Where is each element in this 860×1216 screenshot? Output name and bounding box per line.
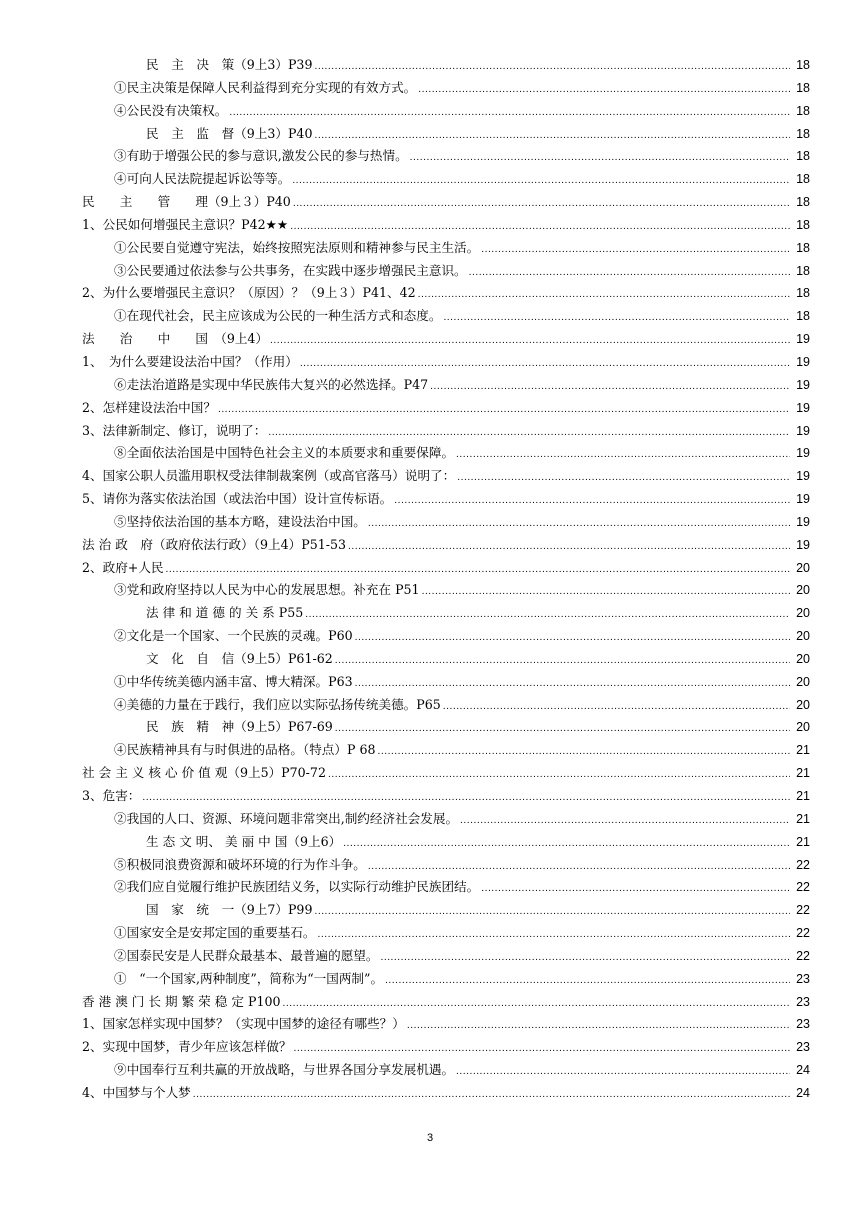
toc-leader-dots <box>410 153 790 163</box>
toc-entry-title: 民 主 管 理（9上３）P40 <box>82 194 291 210</box>
toc-entry[interactable] <box>82 739 810 762</box>
toc-entry-page: 22 <box>796 857 810 872</box>
toc-entry-title: ①中华传统美德内涵丰富、博大精深。P63 <box>114 673 353 689</box>
toc-entry-title: 2、政府+人民 <box>82 559 164 575</box>
toc-leader-dots <box>343 839 790 849</box>
toc-entry-page: 19 <box>796 469 810 484</box>
toc-entry[interactable] <box>82 854 810 877</box>
toc-entry[interactable] <box>82 1013 810 1036</box>
toc-entry[interactable] <box>82 648 810 671</box>
toc-entry-page: 21 <box>796 789 810 803</box>
toc-entry-title: 民 族 精 神（9上5）P67-69 <box>146 719 333 735</box>
toc-entry-title: 社 会 主 义 核 心 价 值 观（9上5）P70-72 <box>82 765 326 781</box>
toc-entry-page: 18 <box>796 195 810 210</box>
toc-leader-dots <box>443 313 790 323</box>
toc-entry-page: 18 <box>796 240 810 255</box>
toc-leader-dots <box>469 268 790 278</box>
toc-leader-dots <box>460 816 790 826</box>
toc-entry-page: 19 <box>796 537 810 552</box>
toc-leader-dots <box>305 610 790 620</box>
toc-entry-title: ①民主决策是保障人民利益得到充分实现的有效方式。 <box>114 79 417 95</box>
toc-leader-dots <box>335 724 790 734</box>
toc-entry[interactable] <box>82 579 810 602</box>
table-of-contents <box>82 54 810 1105</box>
toc-entry-page: 19 <box>796 400 810 415</box>
toc-entry[interactable] <box>82 991 810 1014</box>
toc-entry[interactable] <box>82 191 810 214</box>
toc-entry-page: 19 <box>796 514 810 529</box>
toc-entry-page: 20 <box>796 720 810 735</box>
toc-entry[interactable] <box>82 534 810 557</box>
toc-leader-dots <box>368 519 790 529</box>
toc-entry-title: 国 家 统 一（9上7）P99 <box>146 902 313 918</box>
toc-leader-dots <box>407 1021 790 1031</box>
toc-leader-dots <box>166 565 790 575</box>
toc-entry[interactable] <box>82 1082 810 1105</box>
toc-leader-dots <box>292 176 790 186</box>
toc-leader-dots <box>422 587 790 597</box>
toc-entry-page: 20 <box>796 560 810 575</box>
toc-entry[interactable] <box>82 511 810 534</box>
toc-entry-page: 19 <box>796 377 810 392</box>
toc-entry[interactable] <box>82 808 810 831</box>
toc-leader-dots <box>355 633 790 643</box>
toc-entry-title: 2、为什么要增强民主意识？（原因）？（9上３）P41、42 <box>82 285 416 301</box>
toc-entry-title: ③有助于增强公民的参与意识,激发公民的参与热情。 <box>114 148 408 164</box>
toc-entry-page: 18 <box>796 58 810 72</box>
toc-entry[interactable] <box>82 374 810 397</box>
toc-entry[interactable] <box>82 922 810 945</box>
toc-entry[interactable] <box>82 305 810 328</box>
toc-entry-title: 生 态 文 明、 美 丽 中 国（9上6） <box>146 833 342 849</box>
toc-entry-page: 23 <box>796 1040 810 1055</box>
toc-entry[interactable] <box>82 100 810 123</box>
toc-entry-title: ②国泰民安是人民群众最基本、最普遍的愿望。 <box>114 947 379 963</box>
toc-leader-dots <box>193 1090 790 1100</box>
toc-leader-dots <box>270 336 790 346</box>
toc-entry[interactable] <box>82 716 810 739</box>
toc-leader-dots <box>335 656 790 666</box>
toc-leader-dots <box>481 245 790 255</box>
toc-leader-dots <box>348 542 790 552</box>
toc-entry-title: ① “一个国家,两种制度”，简称为“一国两制”。 <box>114 970 384 986</box>
toc-entry[interactable] <box>82 442 810 465</box>
toc-leader-dots <box>314 907 790 917</box>
toc-entry-title: 4、中国梦与个人梦 <box>82 1084 191 1100</box>
toc-entry[interactable] <box>82 145 810 168</box>
toc-leader-dots <box>377 747 790 757</box>
toc-leader-dots <box>385 976 790 986</box>
toc-entry-page: 19 <box>796 446 810 461</box>
toc-entry-title: ③党和政府坚持以人民为中心的发展思想。补充在 P51 <box>114 582 420 598</box>
toc-entry-title: 民 主 决 策（9上3）P39 <box>146 57 313 72</box>
toc-leader-dots <box>314 131 790 141</box>
toc-entry-title: 1、 为什么要建设法治中国？（作用） <box>82 353 298 369</box>
toc-leader-dots <box>282 999 790 1009</box>
toc-leader-dots <box>418 290 790 300</box>
toc-entry[interactable] <box>82 214 810 237</box>
toc-entry[interactable] <box>82 465 810 488</box>
toc-entry[interactable] <box>82 945 810 968</box>
toc-entry[interactable] <box>82 168 810 191</box>
toc-entry-title: ⑤坚持依法治国的基本方略，建设法治中国。 <box>114 513 366 529</box>
toc-leader-dots <box>481 884 790 894</box>
toc-entry[interactable] <box>82 123 810 146</box>
toc-entry-title: ④民族精神具有与时俱进的品格。（特点）P 68 <box>114 742 376 758</box>
toc-entry-page: 18 <box>796 309 810 324</box>
toc-entry-page: 20 <box>796 697 810 712</box>
toc-entry-page: 20 <box>796 629 810 644</box>
toc-entry-title: 民 主 监 督（9上3）P40 <box>146 125 313 141</box>
toc-entry-page: 22 <box>796 903 810 918</box>
toc-leader-dots <box>268 428 790 438</box>
toc-entry[interactable] <box>82 694 810 717</box>
toc-entry[interactable] <box>82 968 810 991</box>
page-number: 3 <box>426 1132 434 1144</box>
toc-entry-title: ④美德的力量在于践行，我们应以实际弘扬传统美德。P65 <box>114 696 441 712</box>
toc-entry-title: 4、国家公职人员滥用职权受法律制裁案例（或高官落马）说明了： <box>82 468 456 484</box>
toc-entry-page: 24 <box>796 1063 810 1078</box>
toc-entry[interactable] <box>82 488 810 511</box>
toc-entry[interactable] <box>82 899 810 922</box>
toc-leader-dots <box>394 496 790 506</box>
toc-entry-title: ①在现代社会，民主应该成为公民的一种生活方式和态度。 <box>114 308 442 324</box>
toc-entry-title: ①国家安全是安邦定国的重要基石。 <box>114 925 316 941</box>
toc-entry-title: ②我国的人口、资源、环境问题非常突出,制约经济社会发展。 <box>114 810 459 826</box>
toc-entry[interactable] <box>82 557 810 580</box>
toc-entry-page: 18 <box>796 126 810 141</box>
toc-entry[interactable] <box>82 420 810 443</box>
toc-entry-page: 20 <box>796 606 810 621</box>
toc-entry-title: 2、怎样建设法治中国？ <box>82 399 216 415</box>
toc-entry-title: ⑤积极同浪费资源和破坏环境的行为作斗争。 <box>114 856 366 872</box>
toc-entry-title: 1、国家怎样实现中国梦？（实现中国梦的途径有哪些？） <box>82 1016 405 1032</box>
toc-entry[interactable] <box>82 397 810 420</box>
toc-entry-page: 21 <box>796 766 810 781</box>
toc-entry[interactable] <box>82 328 810 351</box>
toc-leader-dots <box>430 382 790 392</box>
toc-entry-page: 19 <box>796 332 810 347</box>
toc-entry-page: 22 <box>796 926 810 941</box>
toc-entry-title: 3、危害： <box>82 788 141 803</box>
toc-entry-title: ⑧全面依法治国是中国特色社会主义的本质要求和重要保障。 <box>114 445 455 461</box>
toc-entry-title: ④可向人民法院提起诉讼等等。 <box>114 171 291 187</box>
toc-entry-title: 1、公民如何增强民主意识？P42★★ <box>82 216 289 232</box>
toc-entry-page: 20 <box>796 674 810 689</box>
toc-entry-page: 18 <box>796 149 810 164</box>
toc-entry-page: 23 <box>796 1017 810 1032</box>
toc-entry-page: 19 <box>796 423 810 438</box>
toc-leader-dots <box>294 1044 790 1054</box>
toc-entry-title: 香 港 澳 门 长 期 繁 荣 稳 定 P100 <box>82 993 281 1009</box>
toc-entry-page: 18 <box>796 217 810 232</box>
toc-entry-page: 21 <box>796 743 810 758</box>
toc-entry-page: 18 <box>796 172 810 187</box>
toc-leader-dots <box>142 793 790 803</box>
toc-entry-page: 22 <box>796 948 810 963</box>
toc-entry-page: 20 <box>796 583 810 598</box>
toc-entry[interactable] <box>82 1036 810 1059</box>
toc-leader-dots <box>314 62 790 72</box>
toc-entry-page: 21 <box>796 811 810 826</box>
toc-entry-title: ⑨中国奉行互利共赢的开放战略，与世界各国分享发展机遇。 <box>114 1062 455 1078</box>
toc-entry[interactable] <box>82 831 810 854</box>
toc-entry-title: ②文化是一个国家、一个民族的灵魂。P60 <box>114 628 353 644</box>
toc-leader-dots <box>355 679 790 689</box>
toc-entry[interactable] <box>82 602 810 625</box>
toc-leader-dots <box>418 85 790 95</box>
toc-entry[interactable] <box>82 260 810 283</box>
toc-leader-dots <box>443 702 790 712</box>
toc-entry[interactable] <box>82 762 810 785</box>
toc-entry-title: 法 治 政 府（政府依法行政）（9上4）P51-53 <box>82 536 347 552</box>
toc-entry-page: 23 <box>796 994 810 1009</box>
toc-leader-dots <box>293 199 790 209</box>
toc-entry[interactable] <box>82 671 810 694</box>
toc-entry-page: 22 <box>796 880 810 895</box>
toc-entry-page: 23 <box>796 971 810 986</box>
toc-entry[interactable] <box>82 237 810 260</box>
toc-entry-page: 24 <box>796 1085 810 1100</box>
toc-leader-dots <box>456 450 790 460</box>
toc-entry-title: 2、实现中国梦，青少年应该怎样做？ <box>82 1039 292 1055</box>
toc-entry-title: 5、请你为落实依法治国（或法治中国）设计宣传标语。 <box>82 491 393 507</box>
toc-entry-page: 18 <box>796 263 810 278</box>
toc-leader-dots <box>457 473 790 483</box>
toc-leader-dots <box>380 953 790 963</box>
toc-entry-title: 法 律 和 道 德 的 关 系 P55 <box>146 605 304 621</box>
toc-entry-title: ⑥走法治道路是实现中华民族伟大复兴的必然选择。P47 <box>114 376 429 392</box>
toc-leader-dots <box>300 359 790 369</box>
toc-entry-page: 21 <box>796 834 810 849</box>
toc-entry-page: 18 <box>796 286 810 301</box>
toc-entry[interactable] <box>82 351 810 374</box>
toc-leader-dots <box>229 108 790 118</box>
toc-entry-page: 20 <box>796 651 810 666</box>
toc-entry-title: 文 化 自 信（9上5）P61-62 <box>146 650 333 666</box>
toc-entry[interactable] <box>82 1059 810 1082</box>
toc-leader-dots <box>218 405 790 415</box>
toc-entry-title: 3、法律新制定、修订，说明了： <box>82 422 267 438</box>
toc-entry[interactable] <box>82 77 810 100</box>
toc-entry-title: ②我们应自觉履行维护民族团结义务，以实际行动维护民族团结。 <box>114 879 480 895</box>
toc-leader-dots <box>328 770 790 780</box>
toc-entry-page: 18 <box>796 103 810 118</box>
toc-entry-page: 18 <box>796 80 810 95</box>
toc-entry[interactable] <box>82 785 810 808</box>
toc-leader-dots <box>368 862 790 872</box>
toc-entry[interactable] <box>82 54 810 77</box>
toc-entry-title: ③公民要通过依法参与公共事务，在实践中逐步增强民主意识。 <box>114 262 467 278</box>
toc-entry-title: ④公民没有决策权。 <box>114 102 228 118</box>
toc-entry-title: 法 治 中 国 （9上4） <box>82 331 269 347</box>
toc-leader-dots <box>290 222 790 232</box>
toc-entry[interactable] <box>82 876 810 899</box>
toc-entry-title: ①公民要自觉遵守宪法，始终按照宪法原则和精神参与民主生活。 <box>114 239 480 255</box>
toc-entry-page: 19 <box>796 492 810 507</box>
toc-entry[interactable] <box>82 282 810 305</box>
toc-leader-dots <box>456 1067 790 1077</box>
toc-leader-dots <box>318 930 791 940</box>
toc-entry[interactable] <box>82 625 810 648</box>
toc-entry-page: 19 <box>796 354 810 369</box>
